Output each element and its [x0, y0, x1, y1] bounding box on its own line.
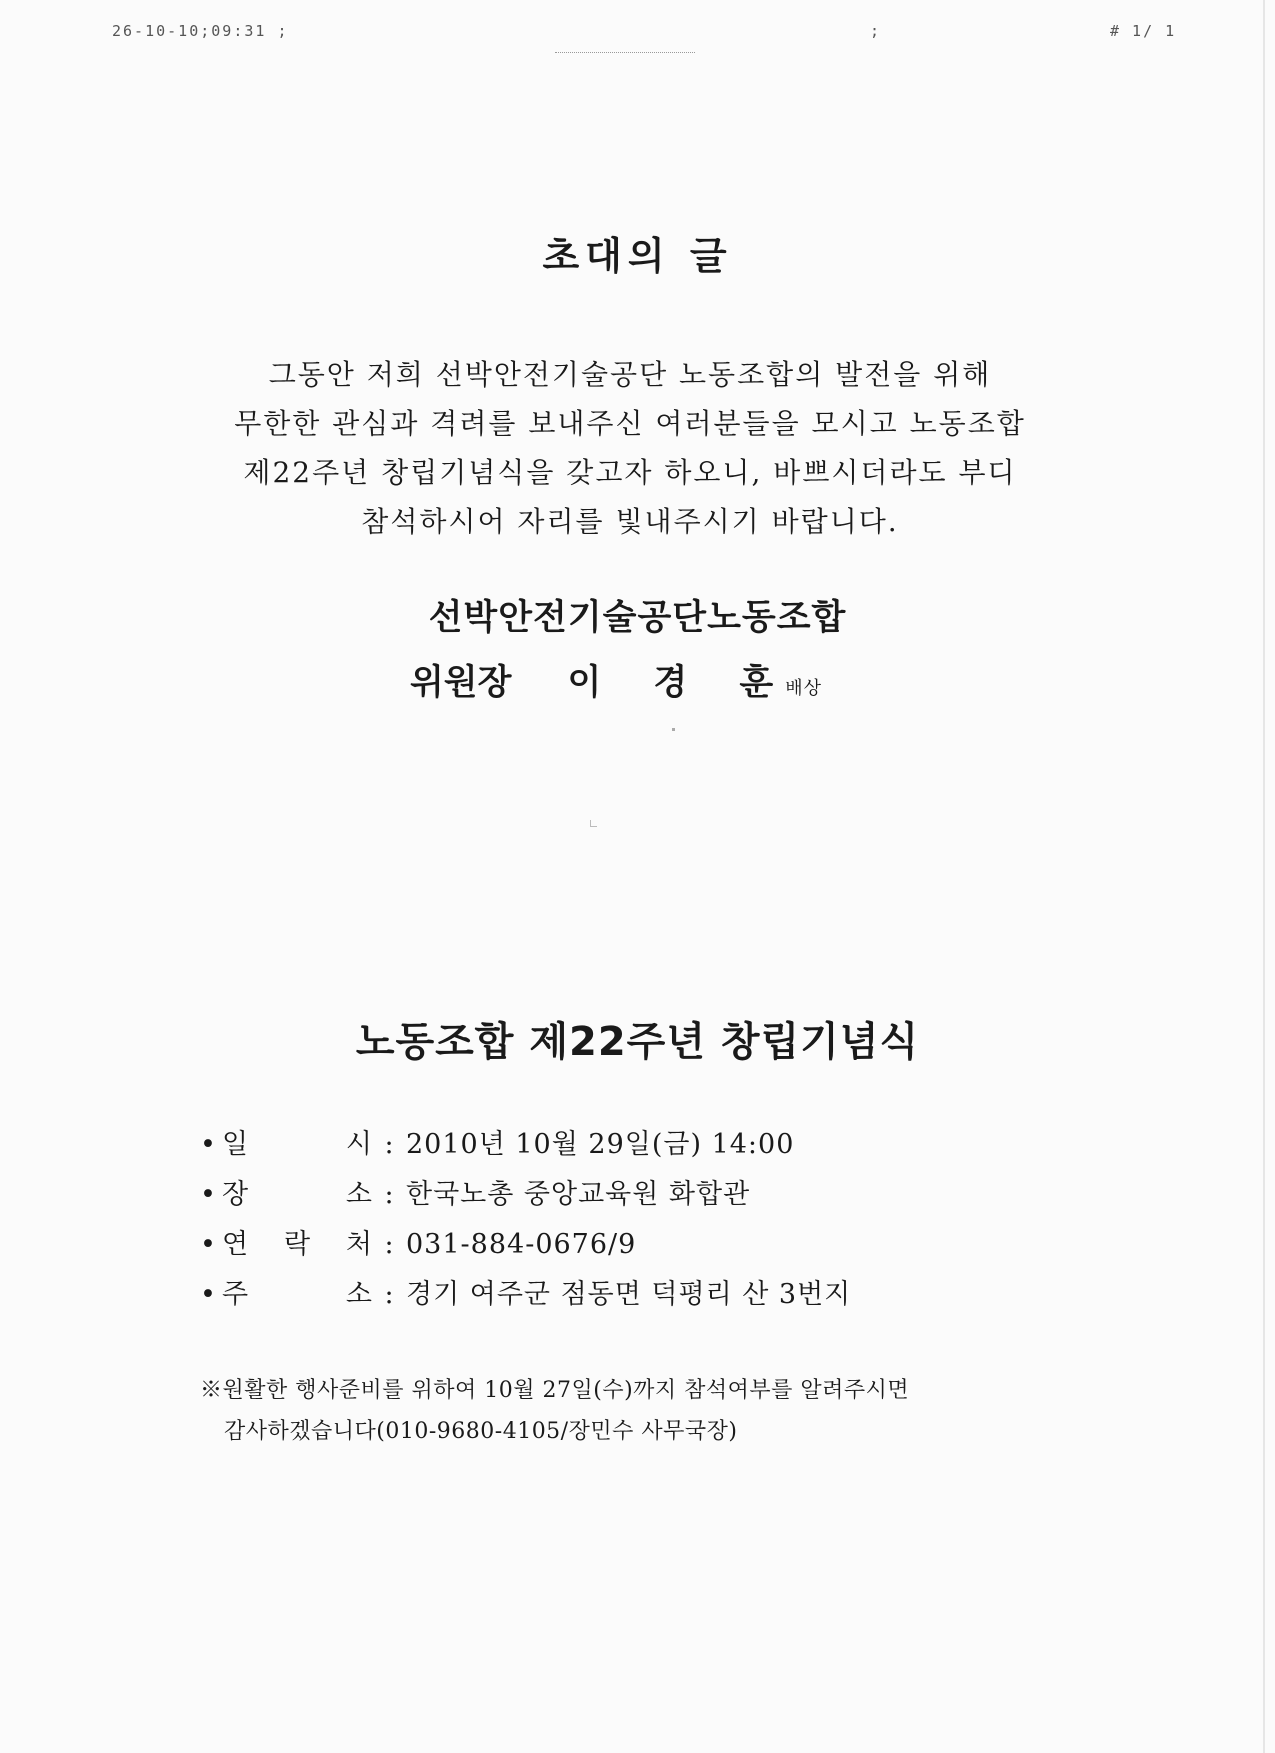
detail-value: 한국노총 중앙교육원 화합관: [406, 1179, 751, 1210]
bullet: •: [200, 1229, 216, 1260]
bullet: •: [200, 1129, 216, 1160]
bullet: •: [200, 1179, 216, 1210]
note-line: 감사하겠습니다(010-9680-4105/장민수 사무국장): [224, 1419, 738, 1444]
detail-colon: :: [384, 1279, 394, 1310]
signature-name: 이 경 훈: [567, 663, 794, 703]
signature-organization: 선박안전기술공단노동조합: [428, 598, 847, 638]
body-line: 무한한 관심과 격려를 보내주신 여러분들을 모시고 노동조합: [234, 407, 1026, 440]
signature-chair: [410, 655, 822, 705]
fax-separator: ;: [870, 22, 882, 40]
detail-value: 경기 여주군 점동면 덕평리 산 3번지: [406, 1279, 852, 1310]
fax-page-number: # 1/ 1: [1110, 22, 1177, 40]
detail-colon: :: [384, 1229, 394, 1260]
body-line: 참석하시어 자리를 빛내주시기 바랍니다.: [361, 505, 899, 538]
scan-speck: [590, 820, 597, 827]
event-title: 노동조합 제22주년 창립기념식: [355, 1019, 920, 1065]
fax-header: [0, 22, 1275, 52]
detail-row-venue: [200, 1170, 1100, 1220]
event-details: [200, 1120, 1100, 1320]
detail-row-datetime: [200, 1120, 1100, 1170]
scan-noise: [555, 52, 695, 57]
scan-speck: [672, 728, 675, 731]
invitation-title: 초대의 글: [542, 234, 733, 278]
detail-colon: :: [384, 1129, 394, 1160]
body-line: 제22주년 창립기념식을 갖고자 하오니, 바쁘시더라도 부디: [243, 456, 1017, 489]
invitation-body: [130, 350, 1130, 546]
detail-value: 2010년 10월 29일(금) 14:00: [406, 1129, 795, 1160]
detail-label: 주 소: [222, 1279, 372, 1310]
fax-timestamp: 26-10-10;09:31 ;: [112, 22, 289, 40]
detail-colon: :: [384, 1179, 394, 1210]
bullet: •: [200, 1279, 216, 1310]
detail-row-contact: [200, 1220, 1100, 1270]
detail-label: 연 락 처: [222, 1229, 372, 1260]
detail-label: 일 시: [222, 1129, 372, 1160]
rsvp-note: [200, 1370, 1100, 1452]
body-line: 그동안 저희 선박안전기술공단 노동조합의 발전을 위해: [268, 358, 992, 391]
detail-label: 장 소: [222, 1179, 372, 1210]
detail-row-address: [200, 1270, 1100, 1320]
note-line: ※원활한 행사준비를 위하여 10월 27일(수)까지 참석여부를 알려주시면: [200, 1378, 910, 1403]
signature-position: 위원장: [410, 663, 512, 703]
detail-value: 031-884-0676/9: [406, 1229, 637, 1260]
signature-closing: 배상: [785, 678, 823, 699]
